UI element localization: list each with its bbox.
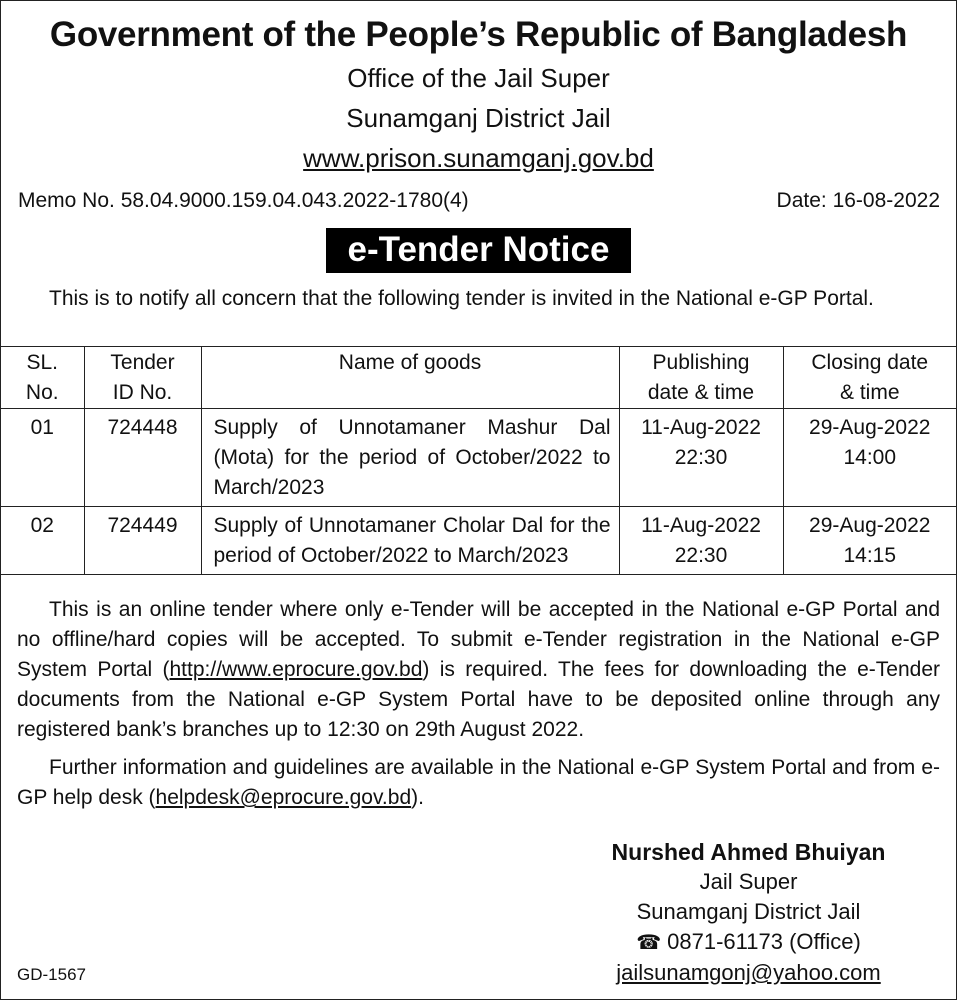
- row-tender-id: 724448: [84, 409, 201, 507]
- row-publishing: 11-Aug-2022 22:30: [619, 507, 783, 575]
- signatory-name: Nurshed Ahmed Bhuiyan: [611, 839, 886, 865]
- online-tender-paragraph: This is an online tender where only e-Tender will be accepted in the National e-GP Portal and no offline/hard copies will be accepted. To submit e-Tender registration in the National e-GP System Portal (http://www.eprocure.gov.bd) is required. The fees for downloading the e-Tender documents from the National e-GP System Portal have to be deposited online through any registered bank’s branches up to 12:30 on 29th August 2022.: [17, 598, 940, 741]
- helpdesk-email-link[interactable]: helpdesk@eprocure.gov.bd: [155, 786, 412, 809]
- header-sl: SL. No.: [1, 347, 84, 409]
- header-closing: Closing date & time: [783, 347, 956, 409]
- signatory-designation: Jail Super: [699, 869, 798, 894]
- signatory-email-link[interactable]: jailsunamgonj@yahoo.com: [616, 960, 881, 985]
- website-link[interactable]: www.prison.sunamganj.gov.bd: [303, 143, 654, 173]
- memo-number: Memo No. 58.04.9000.159.04.043.2022-1780(4): [18, 189, 469, 212]
- signatory-office: Sunamganj District Jail: [636, 899, 861, 924]
- row-closing: 29-Aug-2022 14:00: [783, 409, 956, 507]
- signature-block: [571, 837, 926, 988]
- row-closing: 29-Aug-2022 14:15: [783, 507, 956, 575]
- row-tender-id: 724449: [84, 507, 201, 575]
- telephone-icon: ☎: [636, 932, 662, 954]
- table-row: [1, 507, 956, 575]
- district-jail-name: Sunamganj District Jail: [346, 103, 611, 133]
- further-info-paragraph: Further information and guidelines are available in the National e-GP System Portal and from e-GP help desk (helpdesk@eprocure.gov.bd).: [17, 756, 940, 809]
- row-goods: Supply of Unnotamaner Cholar Dal for the period of October/2022 to March/2023: [201, 507, 619, 575]
- header-publishing: Publishing date & time: [619, 347, 783, 409]
- table-row: [1, 409, 956, 507]
- table-header-row: [1, 347, 956, 409]
- row-sl: 01: [1, 409, 84, 507]
- row-goods: Supply of Unnotamaner Mashur Dal (Mota) for the period of October/2022 to March/2023: [201, 409, 619, 507]
- header-goods: Name of goods: [201, 347, 619, 409]
- memo-date: Date: 16-08-2022: [776, 189, 940, 212]
- row-publishing: 11-Aug-2022 22:30: [619, 409, 783, 507]
- notice-title: e-Tender Notice: [326, 228, 632, 273]
- row-sl: 02: [1, 507, 84, 575]
- intro-paragraph: This is to notify all concern that the following tender is invited in the National e-GP Portal.: [49, 287, 874, 310]
- eprocure-link[interactable]: http://www.eprocure.gov.bd: [169, 658, 423, 681]
- signatory-phone: ☎ 0871-61173 (Office): [636, 929, 861, 954]
- tender-table: [1, 346, 956, 575]
- gd-code: GD-1567: [17, 965, 86, 984]
- government-heading: Government of the People’s Republic of Bangladesh: [49, 15, 908, 54]
- header-tender-id: Tender ID No.: [84, 347, 201, 409]
- office-name: Office of the Jail Super: [347, 63, 610, 93]
